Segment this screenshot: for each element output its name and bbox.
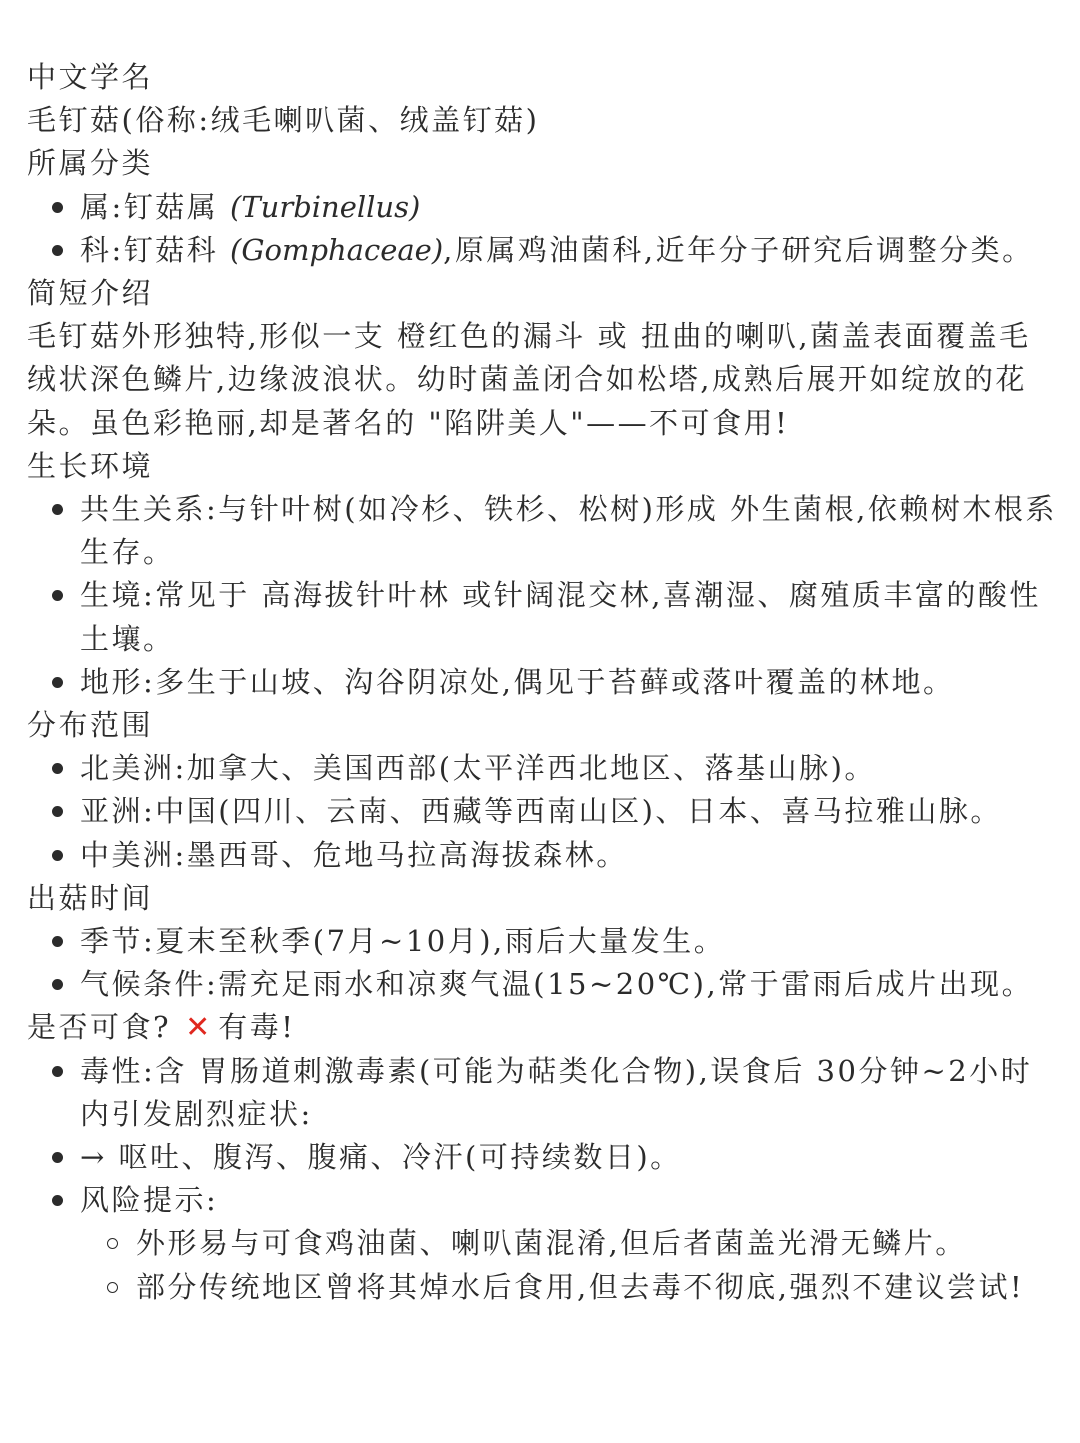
- distribution-item: 中美洲:墨西哥、危地马拉高海拔森林。: [80, 834, 1057, 877]
- heading-intro: 简短介绍: [27, 276, 154, 311]
- habitat-item: 地形:多生于山坡、沟谷阴凉处,偶见于苔藓或落叶覆盖的林地。: [80, 661, 1057, 704]
- taxonomy-family: [80, 229, 1057, 272]
- heading-taxonomy: 所属分类: [27, 146, 154, 181]
- season-list: [27, 920, 1057, 1006]
- taxonomy-list: [27, 186, 1057, 272]
- genus-latin: (Turbinellus): [230, 189, 421, 224]
- heading-distribution: 分布范围: [27, 708, 154, 743]
- distribution-list: [27, 747, 1057, 877]
- season-item: 季节:夏末至秋季(7月~10月),雨后大量发生。: [80, 920, 1057, 963]
- heading-habitat: 生长环境: [27, 448, 154, 483]
- intro-text: 毛钉菇外形独特,形似一支 橙红色的漏斗 或 扭曲的喇叭,菌盖表面覆盖毛绒状深色鳞片,边缘波浪状。幼时菌盖闭合如松塔,成熟后展开如绽放的花朵。虽色彩艳丽,却是著名的 "陷阱美人"——不可食用!: [27, 319, 1031, 440]
- edibility-list: [27, 1050, 1057, 1309]
- document: [27, 56, 1057, 1309]
- toxicity-item: 毒性:含 胃肠道刺激毒素(可能为萜类化合物),误食后 30分钟~2小时 内引发剧烈症状:: [80, 1050, 1057, 1136]
- distribution-item: 亚洲:中国(四川、云南、西藏等西南山区)、日本、喜马拉雅山脉。: [80, 790, 1057, 833]
- family-text: 科:钉菇科: [80, 232, 219, 267]
- risk-subitem: 外形易与可食鸡油菌、喇叭菌混淆,但后者菌盖光滑无鳞片。: [136, 1222, 1057, 1265]
- family-latin: (Gomphaceae): [230, 232, 444, 267]
- edibility-verdict: 有毒!: [218, 1010, 296, 1045]
- family-note: ,原属鸡油菌科,近年分子研究后调整分类。: [443, 232, 1034, 267]
- heading-season: 出菇时间: [27, 880, 154, 915]
- taxonomy-genus: [80, 186, 1057, 229]
- symptoms-item: → 呕吐、腹泻、腹痛、冷汗(可持续数日)。: [80, 1136, 1057, 1179]
- risk-item: [80, 1179, 1057, 1309]
- genus-text: 属:钉菇属: [80, 189, 219, 224]
- cross-mark-icon: ✕: [185, 1010, 211, 1046]
- risk-label: 风险提示:: [80, 1183, 219, 1218]
- season-item: 气候条件:需充足雨水和凉爽气温(15~20℃),常于雷雨后成片出现。: [80, 963, 1057, 1006]
- heading-name: 中文学名: [27, 60, 154, 94]
- distribution-item: 北美洲:加拿大、美国西部(太平洋西北地区、落基山脉)。: [80, 747, 1057, 790]
- name-text: 毛钉菇(俗称:绒毛喇叭菌、绒盖钉菇): [27, 103, 540, 138]
- risk-subitem: 部分传统地区曾将其焯水后食用,但去毒不彻底,强烈不建议尝试!: [136, 1266, 1057, 1309]
- habitat-list: [27, 488, 1057, 704]
- habitat-item: 生境:常见于 高海拔针叶林 或针阔混交林,喜潮湿、腐殖质丰富的酸性土壤。: [80, 574, 1057, 660]
- risk-sublist: [80, 1222, 1057, 1308]
- heading-edibility: [27, 1006, 1057, 1049]
- edibility-question: 是否可食?: [27, 1010, 172, 1045]
- habitat-item: 共生关系:与针叶树(如冷杉、铁杉、松树)形成 外生菌根,依赖树木根系生存。: [80, 488, 1057, 574]
